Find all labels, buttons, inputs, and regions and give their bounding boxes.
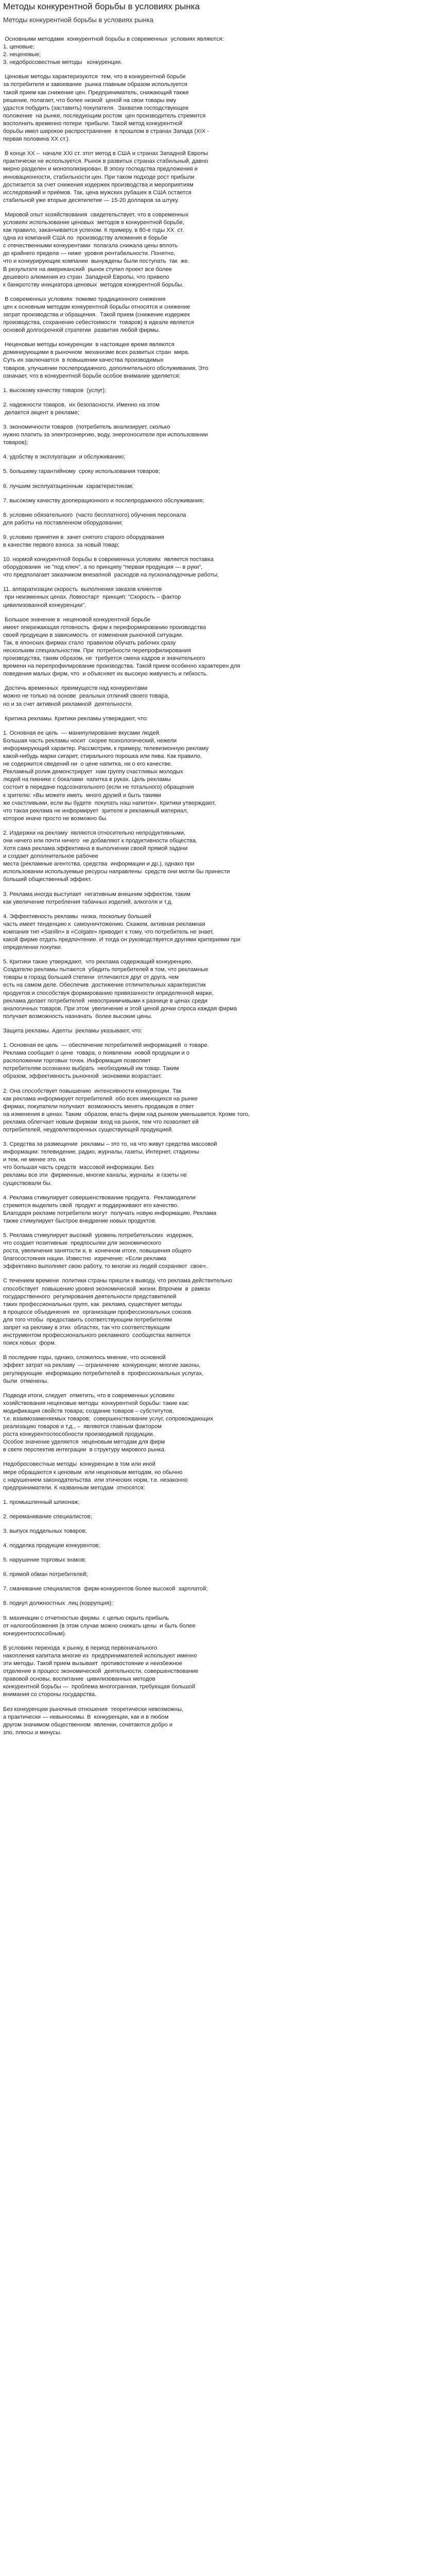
article-paragraph: 4. Реклама стимулирует совершенствование продукта. Рекламодатели стремятся выделить свой продукт и поддерживают его качество. Благодаря рекламе потребители могут получать новую информацию. Реклама также стимулирует быстрое внедрение новых продуктов. (3, 1194, 217, 1224)
article-paragraph: 9. махинации с отчетностью фирмы с целью скрыть прибыль от налогообложения (в этом случае можно снижать цены и быть более конкурентоспособным). (3, 1615, 196, 1637)
article-paragraph: Критика рекламы. Критики рекламы утверждают, что: (3, 715, 148, 722)
article-paragraph: В последние годы, однако, сложилось мнение, что основной эффект затрат на рекламу — ограничение конкуренции; многие законы, регулирующие информацию потребителей в профессиональных услугах, были отменены. (3, 1354, 204, 1384)
article-paragraph: 3. Средства за размещение рекламы – это то, на что живут средства массовой информации: телевидение, радио, журналы, газеты, Интернет, стадионы и тем, не менее это, на что большая часть средств массовой информации. Без рекламы все эти фирменные, многие каналы, журналы и газеты не существовали бы. (3, 1141, 217, 1187)
article-paragraph: 5. нарушение торговых знаков; (3, 1557, 86, 1564)
article-paragraph: Защита рекламы. Адепты рекламы указывают, что: (3, 1027, 143, 1034)
article-paragraph: Подводя итоги, следует отметить, что в современных условиях хозяйствования неценовые методы конкурентной борьбы: такие как: модификация свойств товара; создание товаров – субститутов, т.е. взаимозаменяемых товаров; совершенствование услуг, сопровождающих реализацию товаров и т.д., – являются главным фактором роста конкурентоспособности производимой продукции. Особое значение уделяется неценовым методам для фирм в свете перспектив интеграции в структуру мирового рынка. (3, 1392, 214, 1453)
article-paragraph: В условиях перехода к рынку, в период первоначального накопления капитала многие из предпринимателей используют именно эти методы. Такой прием вызывает противостояние и неизбежное отделение в процесс экономической деятельности, совершенствование правовой основы, воспитание цивилизованных методов конкурентной борьбы — проблема многогранная, требующая большой внимания со стороны государства. (3, 1645, 199, 1698)
article-paragraph: 1. Основная ее цель — манипулирование вкусами людей. Большая часть рекламы носит скорее психологический, нежели информирующий характер. Рассмотрим, к примеру, телевизионную рекламу какой-нибудь марки сигарет, стирального порошка или пива. Как правило, не содержится сведений ни о цене напитка, ни о его качестве. Рекламный ролик демонстрирует нам группу счастливых молодых людей на пикнике с бокалами напитка в руках. Цель рекламы состоит в передаче подсознательного (если не тотального) обращения к зрителю: «Вы можете иметь много друзей и быть такими же счастливыми, если вы будете покупать наш напиток». Критики утверждают, что такая реклама не информирует зрителя и рекламный материал, которое иначе просто не возможно бы. (3, 730, 216, 822)
page-title: Методы конкурентной борьбы в условиях рынка (3, 2, 200, 11)
article-paragraph: 4. удобству в эксплуатации и обслуживанию; (3, 454, 125, 461)
article-paragraph: 7. высокому качеству дооперационного и послепродажного обслуживания; (3, 497, 204, 504)
article-paragraph: 6. прямой обман потребителей; (3, 1571, 88, 1578)
article-paragraph: 3. выпуск поддельных товаров; (3, 1528, 87, 1534)
article-paragraph: Основными методами конкурентной борьбы в современных условиях являются: 1. ценовые; 2. неценовые; 3. недобросовестные методы конкуренции. (3, 36, 224, 66)
article-paragraph: 6. лучшим эксплуатационным характеристикам; (3, 483, 134, 489)
article-paragraph: 1. промышленный шпионаж; (3, 1499, 80, 1505)
article-paragraph: 2. Издержки на рекламу являются относительно непродуктивными, они ничего или почти ничего не добавляют к продуктивности общества. Хотя сама реклама эффективна в выполнении своей прямой задачи и создает дополнительное рабочее места (рекламные агентства, средства информации и др.), однако при использовании используемые ресурсы направлены средств они могли бы принести больший общественный эффект. (3, 829, 230, 883)
article-paragraph: 2. надежности товаров, их безопасности. Именно на этом делается акцент в рекламе; (3, 401, 160, 416)
article-paragraph: Без конкуренции рыночные отношения теоретически невозможны, а практически — невыносимы. В конкуренции, как и в любом другом значимом общественном явлении, сочетаются добро и зло, плюсы и минусы. (3, 1706, 184, 1736)
article-paragraph: Большое значение в неценовой конкурентной борьбе имеет опережающая готовность фирм к переформированию производства своей продукции в зависимость от изменения рыночной ситуации. Так, в японских фирмах стало правилом обучать рабочих сразу нескольким специальностям. При потребности перепрофилирования производства, таким образом, не требуется смена кадров и значительного времени на перепрофилирование производства. Такой прием особенно характерен для поведения малых фирм, что и объясняет их высокую живучесть и гибкость. (3, 616, 240, 677)
article-paragraph: Достичь временных преимуществ над конкурентами можно не только на основе реальных отличий своего товара, но и за счет активной рекламной деятельности. (3, 685, 169, 707)
article-paragraph: 10. нормой конкурентной борьбы в современных условиях является поставка оборудования не "под ключ", а по принципу "первая продукция — в руки", что предполагает заказчиком внезапной расходов на пусконаладочные работы; (3, 556, 219, 579)
article-paragraph: 3. Реклама иногда выступает негативным внешним эффектом, таким как увеличение потребления табачных изделий, алкоголя и т.д. (3, 891, 191, 905)
page-subtitle: Методы конкурентной борьбы в условиях рынка (3, 16, 154, 24)
article-paragraph: В современных условиях помимо традиционного снижения цен к основным методам конкурентной борьбы относятся и снижение затрат производства и обращения. Такой прием (снижение издержек производства, сохранение себестоимости товаров) в идеале является основой долгосрочной стратегии развития любой фирмы. (3, 296, 194, 334)
article-paragraph: 1. Основная ее цель — обеспечение потребителей информацией о товаре. Реклама сообщает о цене товара, о появлении новой продукции и о расположении торговых точек. Информация позволяет потребителям осознанно выбрать необходимый им товар. Таким образом, эффективность рыночной экономики возрастает. (3, 1042, 209, 1080)
article-paragraph: 3. экономичности товаров (потребитель анализирует, сколько нужно платить за электроэнергию, воду, энергоносители при использовании товаров); (3, 424, 208, 446)
article-paragraph: Недобросовестные методы конкуренции в том или иной мере обращаются к ценовым или неценовым методам, но обычно с нарушением законодательства или этических норм, т.е. незаконно предприниматели. К названным методам относятся: (3, 1461, 188, 1491)
article-paragraph: Мировой опыт хозяйствования свидетельствует, что в современных условиях использование ценовых методов в конкурентной борьбе, как правило, заканчивается успехом. К примеру, в 80-е годы XX ст. одна из компаний США по производству алюминия в борьбе с отечественными конкурентами полагала снижала цены вплоть до крайнего предела — ниже уровня рентабельности. Понятно, что и конкурирующие компании вынуждены были поступать так же. В результате на американский рынок ступил проект все более дешевого алюминия из стран Западной Европы, что привело к банкротству инициатора ценовых методов конкурентной борьбы. (3, 211, 189, 288)
article-paragraph: 2. Она способствует повышению интенсивности конкуренции. Так как реклама информирует потребителей обо всех имеющихся на рынке фирмах, покупатели получают возможность менять продавцов в ответ на изменения в ценах. Таким образом, власть фирм над рынком уменьшается. Кроме того, реклама облегчает новым фирмам вход на рынок, тем что позволяет ей потребителей, неудовлетворенных существующей продукцией. (3, 1088, 250, 1133)
article-paragraph: 4. подделка продукции конкурентов; (3, 1543, 100, 1549)
article-paragraph: 5. Критики также утверждают, что реклама содержащий конкуренцию. Создателю рекламы пытаются убедить потребителей в том, что рекламные товары в горазд большей степени отличаются друг от друга, чем есть на самом деле. Обеспечив достижение отличительных характеристик продуктов и способствуя формированию привязанности определенной марки, реклама делает потребителей невосприимчивыми к разнице в ценах среди аналогичных товаров. При этом увеличение и этой ценой дочки спроса каждая фирма получает возможность назначать более высокие цены. (3, 959, 237, 1020)
article-paragraph: 8. подкуп должностных лиц (коррупция); (3, 1600, 113, 1607)
article-paragraph: Неценовые методы конкуренции в настоящее время являются доминирующими в рыночном механизме всех развитых стран мира. Суть их заключается в повышении качества производимых товаров, улучшении послепродажного, дополнительного обслуживания. Это означает, что в конкурентной борьбе особое внимание уделяется: (3, 342, 208, 379)
article-paragraph: Ценовые методы характеризуются тем, что в конкурентной борьбе за потребителя и завоевание рынка главным образом используется такой прием как снижение цен. Предприниматель, снижающий также решение, полагает, что более низкой ценой на свои товары ему удастся побудить (заставить) покупателя. Захватив господствующее положение на рынке, последующим ростом цен производитель стремится восполнить временно потери прибыли. Такой метод конкурентной борьбы имел широкое распространение в прошлом в странах Запада (XIX - первая половина XX ст.). (3, 74, 210, 143)
article-paragraph: 11. аппаратизации скорость выполнения заказов клиентов при неизменных ценах. Ловкостарт принцип: "Скорость – фактор цивилизованной конкуренции". (3, 586, 181, 608)
article-paragraph: 8. условию обязательного (часто бесплатного) обучения персонала для работы на поставленном оборудовании; (3, 512, 186, 526)
article-paragraph: С течением времени политики страны пришли к выводу, что реклама действительно способствует повышению уровня экономической жизни. Впрочем в рамках государственного регулирования деятельности представителей таких профессиональных групп, как реклама, существуют методы в процессе объединения ее организации профессиональных союзов для того чтобы предоставить соответствующим потребителям запрет на рекламу в этих областях, так что соответствующим инструментом профессионального рекламного сообщества является поиск новых форм. (3, 1278, 232, 1347)
article-paragraph: 2. переманивание специалистов; (3, 1513, 92, 1520)
article-body (3, 36, 433, 1737)
article-paragraph: 5. Реклама стимулирует высокий уровень потребительских издержек, что создает позитивные предпосылки для экономического роста, увеличения занятости и, в конечном итоге, повышения общего благосостояния нации. Известно изречение: «Если реклама эффективно выполняет свою работу, то многие из людей сохраняют свое». (3, 1232, 208, 1270)
article-paragraph: 5. большему гарантийному сроку использования товаров; (3, 468, 160, 475)
article-paragraph: 7. сманивание специалистов фирм-конкурентов более высокой зарплатой; (3, 1586, 208, 1592)
article-paragraph: В конце XX – начале XXI ст. этот метод в США и странах Западной Европы практически не используется. Рынок в развитых странах стабильный, давно мирно разделен и монополизирован. В эпоху господства предложения и инновационности, стабильности цен. При таком подходе рост прибыли достигается за счет снижения издержек производства и мероприятиям исследований и приёмов. Так, цена мужских рубашек в США остается стабильной уже вторые десятилетие — 15-20 долларов за штуку. (3, 150, 208, 204)
article-paragraph: 4. Эффективность рекламы низка, поскольку большей часть имеет тенденцию к самоуничтожению. Скажем, активная рекламная компания тип «Sanilin» в «Colgate» приводит к тому, что потребитель не знает, какой фирме отдать предпочтение. И тогда он руководствуется другими критериями при определении покупки. (3, 913, 241, 951)
article-paragraph: 9. условию принятия в зачет снятого старого оборудования в качестве первого взноса за новый товар; (3, 534, 164, 548)
article-paragraph: 1. высокому качеству товаров (услуг); (3, 387, 107, 394)
